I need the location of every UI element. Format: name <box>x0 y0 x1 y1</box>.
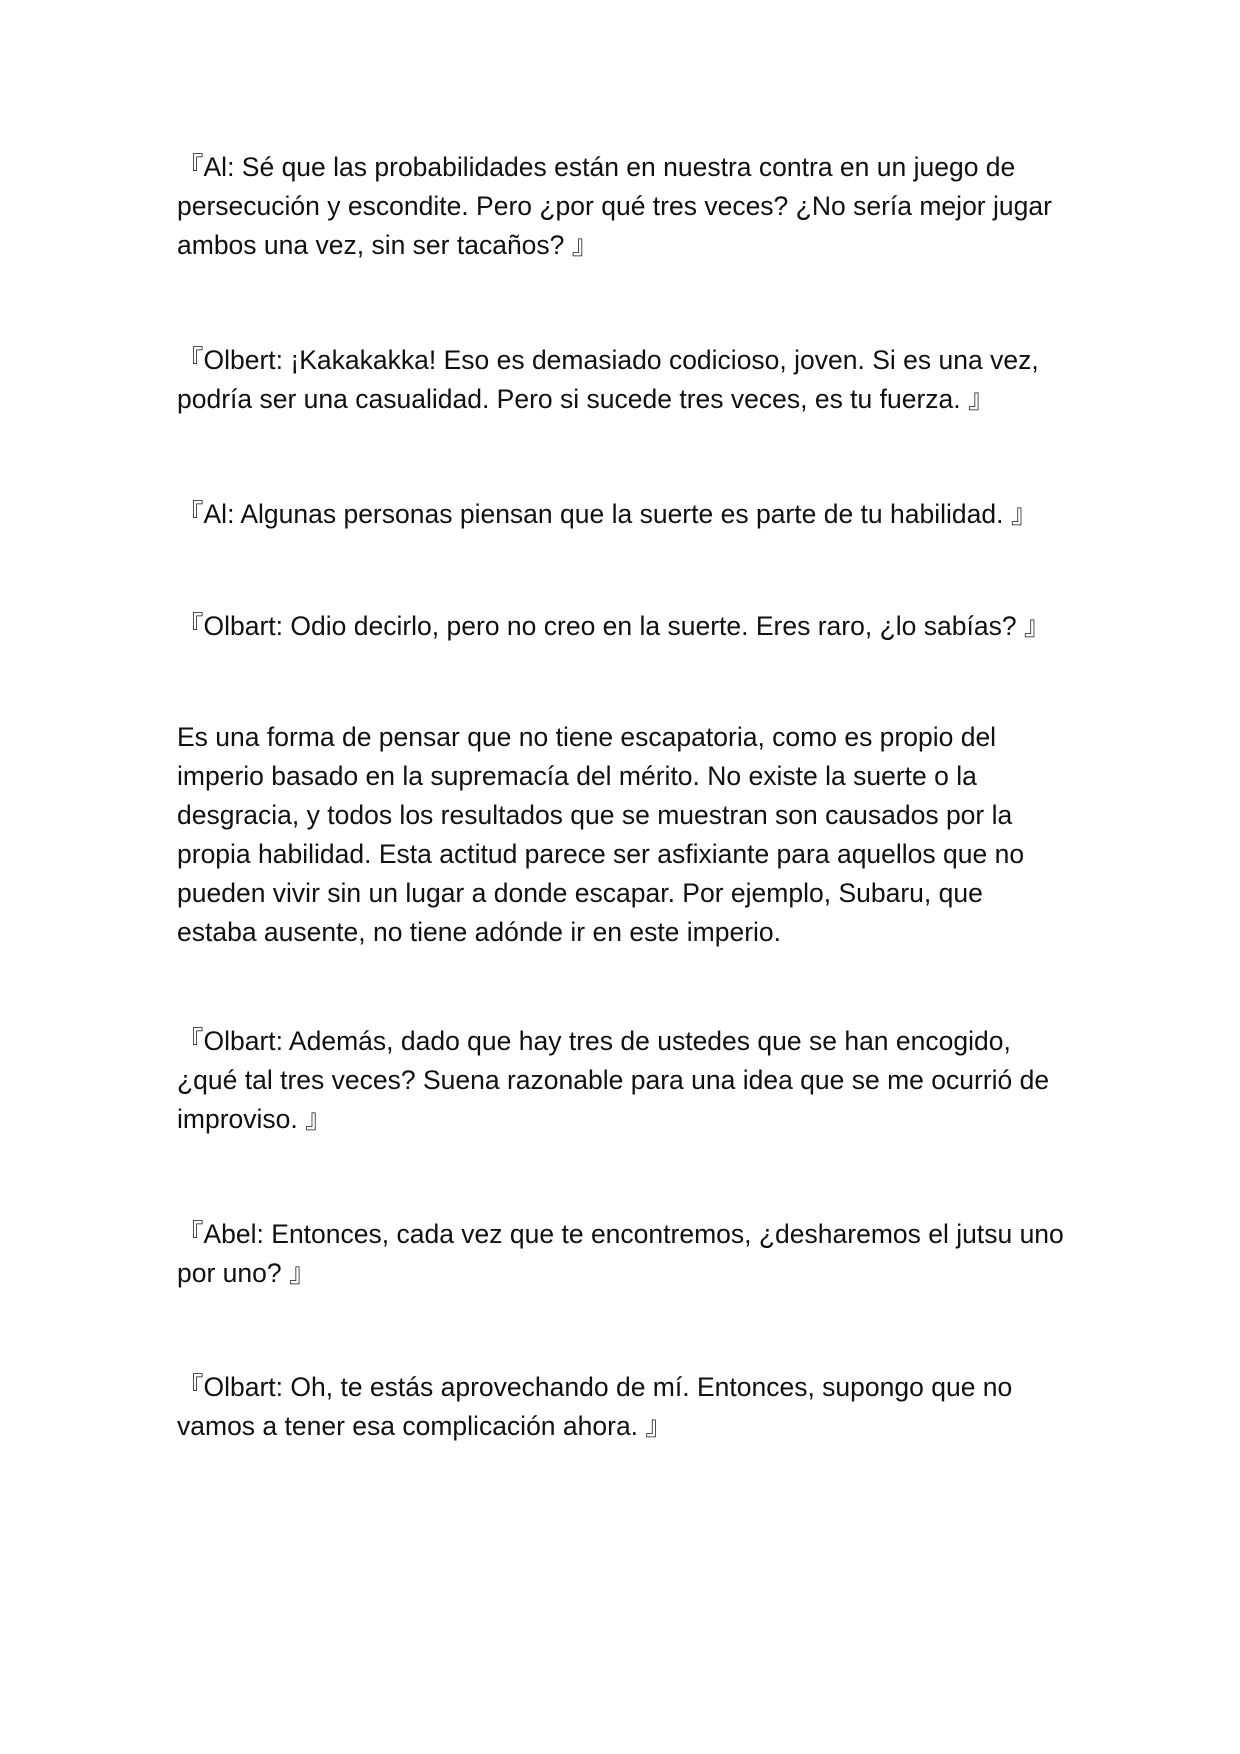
dialogue-al-probabilities: 『Al: Sé que las probabilidades están en nuestra contra en un juego de persecución y escondite. Pero ¿por qué tres veces? ¿No sería mejor jugar ambos una vez, sin ser tacaños? 』 <box>177 152 1052 260</box>
dialogue-al-luck: 『Al: Algunas personas piensan que la suerte es parte de tu habilidad. 』 <box>177 499 1038 529</box>
dialogue-olbart-three-times: 『Olbart: Además, dado que hay tres de ustedes que se han encogido, ¿qué tal tres veces? Suena razonable para una idea que se me ocurrió de improviso. 』 <box>177 1026 1050 1134</box>
dialogue-abel-jutsu: 『Abel: Entonces, cada vez que te encontremos, ¿desharemos el jutsu uno por uno? 』 <box>177 1219 1064 1288</box>
dialogue-olbart-no-luck: 『Olbart: Odio decirlo, pero no creo en la suerte. Eres raro, ¿lo sabías? 』 <box>177 611 1051 641</box>
dialogue-olbart-complication: 『Olbart: Oh, te estás aprovechando de mí. Entonces, supongo que no vamos a tener esa complicación ahora. 』 <box>177 1372 1013 1441</box>
narration-empire-merit: Es una forma de pensar que no tiene escapatoria, como es propio del imperio basado en la supremacía del mérito. No existe la suerte o la desgracia, y todos los resultados que se muestran son causados por la propia habilidad. Esta actitud parece ser asfixiante para aquellos que no pueden vivir sin un lugar a donde escapar. Por ejemplo, Subaru, que estaba ausente, no tiene adónde ir en este imperio. <box>177 722 1025 947</box>
dialogue-olbert-kakakakka: 『Olbert: ¡Kakakakka! Eso es demasiado codicioso, joven. Si es una vez, podría ser una casualidad. Pero si sucede tres veces, es tu fuerza. 』 <box>177 345 1039 414</box>
